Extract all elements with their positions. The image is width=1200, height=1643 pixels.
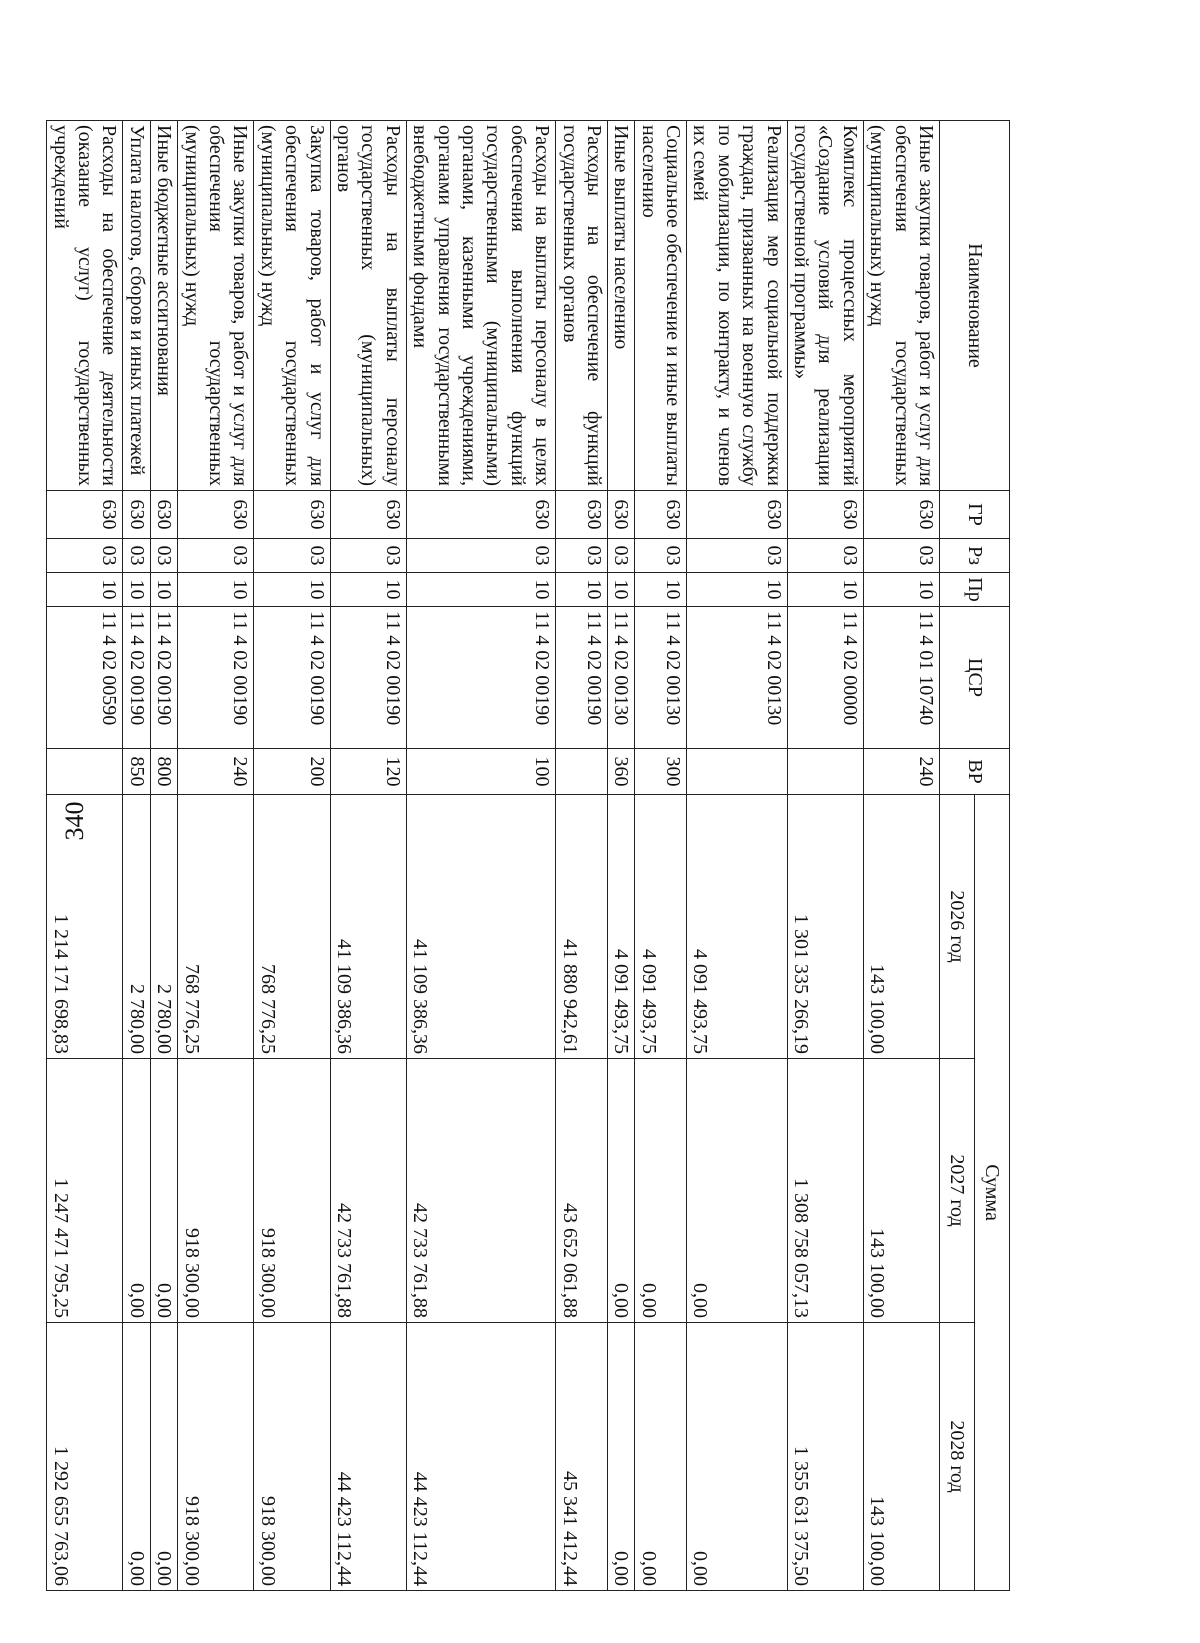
cell-csr: 11 4 01 10740 <box>863 607 939 749</box>
cell-2026: 1 214 171 698,83 <box>47 795 123 1059</box>
table-row <box>635 121 687 1591</box>
cell-2027: 0,00 <box>635 1059 687 1323</box>
cell-rz: 03 <box>863 539 939 573</box>
cell-2026: 2 780,00 <box>150 795 177 1059</box>
cell-vr: 360 <box>607 749 634 795</box>
cell-vr: 850 <box>123 749 150 795</box>
cell-csr: 11 4 02 00190 <box>330 607 406 749</box>
cell-name: Расходы на обеспечение функций государственных органов <box>556 121 608 491</box>
cell-2027: 918 300,00 <box>178 1059 254 1323</box>
cell-rz: 03 <box>556 539 608 573</box>
cell-vr: 100 <box>406 749 555 795</box>
cell-2028: 143 100,00 <box>863 1323 939 1591</box>
cell-2028: 44 423 112,44 <box>330 1323 406 1591</box>
cell-csr: 11 4 02 00190 <box>556 607 608 749</box>
table-row <box>254 121 330 1591</box>
table-row <box>787 121 863 1591</box>
cell-2026: 1 301 335 266,19 <box>787 795 863 1059</box>
table-row <box>687 121 788 1591</box>
cell-vr: 800 <box>150 749 177 795</box>
cell-gr: 630 <box>150 491 177 539</box>
table-row <box>47 121 123 1591</box>
header-csr: ЦСР <box>940 607 1010 749</box>
cell-gr: 630 <box>254 491 330 539</box>
cell-2028: 0,00 <box>635 1323 687 1591</box>
cell-2026: 768 776,25 <box>254 795 330 1059</box>
cell-2027: 143 100,00 <box>863 1059 939 1323</box>
table-row <box>178 121 254 1591</box>
cell-gr: 630 <box>330 491 406 539</box>
cell-rz: 03 <box>406 539 555 573</box>
cell-2027: 42 733 761,88 <box>406 1059 555 1323</box>
cell-pr: 10 <box>123 573 150 607</box>
cell-name: Иные бюджетные ассигнования <box>150 121 177 491</box>
cell-pr: 10 <box>406 573 555 607</box>
cell-gr: 630 <box>178 491 254 539</box>
page-number: 340 <box>60 801 89 841</box>
cell-pr: 10 <box>330 573 406 607</box>
cell-rz: 03 <box>123 539 150 573</box>
cell-csr: 11 4 02 00190 <box>254 607 330 749</box>
cell-vr: 240 <box>863 749 939 795</box>
cell-vr <box>687 749 788 795</box>
cell-csr: 11 4 02 00190 <box>178 607 254 749</box>
cell-name: Иные закупки товаров, работ и услуг для обеспечения государственных (муниципальных) нужд <box>178 121 254 491</box>
cell-name: Социальное обеспечение и иные выплаты населению <box>635 121 687 491</box>
cell-csr: 11 4 02 00190 <box>123 607 150 749</box>
table-row <box>863 121 939 1591</box>
cell-pr: 10 <box>607 573 634 607</box>
cell-rz: 03 <box>607 539 634 573</box>
cell-csr: 11 4 02 00130 <box>687 607 788 749</box>
cell-vr: 200 <box>254 749 330 795</box>
header-2028: 2028 год <box>940 1323 975 1591</box>
cell-pr: 10 <box>47 573 123 607</box>
cell-gr: 630 <box>556 491 608 539</box>
cell-2027: 0,00 <box>150 1059 177 1323</box>
cell-2026: 143 100,00 <box>863 795 939 1059</box>
cell-gr: 630 <box>123 491 150 539</box>
cell-2027: 1 247 471 795,25 <box>47 1059 123 1323</box>
cell-2026: 41 109 386,36 <box>406 795 555 1059</box>
cell-csr: 11 4 02 00000 <box>787 607 863 749</box>
cell-name: Иные выплаты населению <box>607 121 634 491</box>
table-body <box>47 121 940 1591</box>
cell-2028: 45 341 412,44 <box>556 1323 608 1591</box>
header-name: Наименование <box>940 121 1010 491</box>
cell-2027: 0,00 <box>123 1059 150 1323</box>
cell-2028: 1 355 631 375,50 <box>787 1323 863 1591</box>
cell-rz: 03 <box>687 539 788 573</box>
cell-2028: 1 292 655 763,06 <box>47 1323 123 1591</box>
cell-2026: 2 780,00 <box>123 795 150 1059</box>
cell-vr <box>47 749 123 795</box>
cell-rz: 03 <box>787 539 863 573</box>
cell-2028: 918 300,00 <box>254 1323 330 1591</box>
cell-name: Закупка товаров, работ и услуг для обеспечения государственных (муниципальных) нужд <box>254 121 330 491</box>
cell-pr: 10 <box>687 573 788 607</box>
cell-vr <box>556 749 608 795</box>
cell-pr: 10 <box>150 573 177 607</box>
cell-csr: 11 4 02 00190 <box>406 607 555 749</box>
cell-2026: 4 091 493,75 <box>607 795 634 1059</box>
cell-name: Реализация мер социальной поддержки граждан, призванных на военную службу по мобилизации, по контракту, и членов их семей <box>687 121 788 491</box>
cell-vr: 240 <box>178 749 254 795</box>
cell-rz: 03 <box>254 539 330 573</box>
cell-2026: 4 091 493,75 <box>687 795 788 1059</box>
cell-csr: 11 4 02 00130 <box>635 607 687 749</box>
cell-gr: 630 <box>406 491 555 539</box>
cell-rz: 03 <box>178 539 254 573</box>
header-2027: 2027 год <box>940 1059 975 1323</box>
cell-name: Уплата налогов, сборов и иных платежей <box>123 121 150 491</box>
cell-2028: 0,00 <box>150 1323 177 1591</box>
cell-rz: 03 <box>47 539 123 573</box>
cell-csr: 11 4 02 00590 <box>47 607 123 749</box>
cell-2027: 0,00 <box>607 1059 634 1323</box>
cell-2026: 4 091 493,75 <box>635 795 687 1059</box>
table-row <box>607 121 634 1591</box>
cell-name: Иные закупки товаров, работ и услуг для обеспечения государственных (муниципальных) нужд <box>863 121 939 491</box>
cell-gr: 630 <box>787 491 863 539</box>
cell-pr: 10 <box>787 573 863 607</box>
cell-pr: 10 <box>254 573 330 607</box>
cell-name: Расходы на выплаты персоналу государственных (муниципальных) органов <box>330 121 406 491</box>
cell-vr: 120 <box>330 749 406 795</box>
cell-csr: 11 4 02 00190 <box>150 607 177 749</box>
cell-pr: 10 <box>556 573 608 607</box>
cell-2027: 0,00 <box>687 1059 788 1323</box>
cell-gr: 630 <box>687 491 788 539</box>
header-row-1 <box>975 121 1010 1591</box>
header-pr: Пр <box>940 573 1010 607</box>
cell-csr: 11 4 02 00130 <box>607 607 634 749</box>
cell-2027: 43 652 061,88 <box>556 1059 608 1323</box>
cell-vr <box>787 749 863 795</box>
cell-2026: 768 776,25 <box>178 795 254 1059</box>
cell-gr: 630 <box>635 491 687 539</box>
table-row <box>406 121 555 1591</box>
cell-2026: 41 109 386,36 <box>330 795 406 1059</box>
cell-name: Расходы на выплаты персоналу в целях обеспечения выполнения функций государственными (муниципальными) органами, казенными учреждениями, органами управления государственными внебюджетными фондами <box>406 121 555 491</box>
cell-gr: 630 <box>47 491 123 539</box>
cell-rz: 03 <box>150 539 177 573</box>
header-vr: ВР <box>940 749 1010 795</box>
table-row <box>123 121 150 1591</box>
header-sum: Сумма <box>975 795 1010 1591</box>
cell-vr: 300 <box>635 749 687 795</box>
table-row <box>556 121 608 1591</box>
cell-2026: 41 880 942,61 <box>556 795 608 1059</box>
cell-name: Расходы на обеспечение деятельности (оказание услуг) государственных учреждений <box>47 121 123 491</box>
cell-2027: 1 308 758 057,13 <box>787 1059 863 1323</box>
cell-pr: 10 <box>178 573 254 607</box>
cell-2027: 42 733 761,88 <box>330 1059 406 1323</box>
table-row <box>330 121 406 1591</box>
header-gr: ГР <box>940 491 1010 539</box>
cell-2028: 44 423 112,44 <box>406 1323 555 1591</box>
cell-2028: 0,00 <box>607 1323 634 1591</box>
cell-2028: 0,00 <box>123 1323 150 1591</box>
cell-2028: 0,00 <box>687 1323 788 1591</box>
budget-table <box>46 120 1010 1591</box>
cell-2027: 918 300,00 <box>254 1059 330 1323</box>
cell-name: Комплекс процессных мероприятий «Создание условий для реализации государственной программы» <box>787 121 863 491</box>
header-rz: Рз <box>940 539 1010 573</box>
cell-gr: 630 <box>607 491 634 539</box>
cell-rz: 03 <box>330 539 406 573</box>
cell-rz: 03 <box>635 539 687 573</box>
header-2026: 2026 год <box>940 795 975 1059</box>
cell-pr: 10 <box>863 573 939 607</box>
cell-pr: 10 <box>635 573 687 607</box>
cell-2028: 918 300,00 <box>178 1323 254 1591</box>
table-row <box>150 121 177 1591</box>
cell-gr: 630 <box>863 491 939 539</box>
